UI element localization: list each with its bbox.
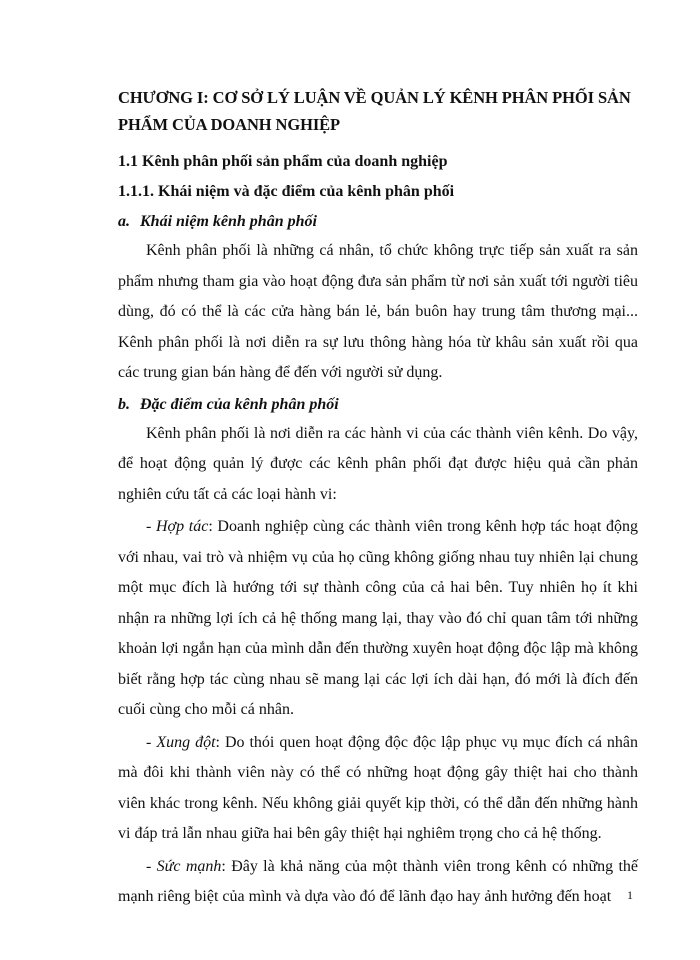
subheading-b <box>118 391 638 419</box>
bullet-prefix: - <box>146 857 157 875</box>
bullet-prefix: - <box>146 518 156 535</box>
bullet-term: Hợp tác <box>156 518 209 535</box>
bullet-text: : Doanh nghiệp cùng các thành viên trong kênh hợp tác hoạt động với nhau, vai trò và nhiệm vụ của họ cũng không giống nhau tuy nhiên lại chung một mục đích là hướng tới sự thành công của cả hai bên. Tuy nhiên họ ít khi nhận ra những lợi ích cả hệ thống mang lại, thay vào đó chỉ quan tâm tới những khoản lợi ngắn hạn của mình dẫn đến thường xuyên hoạt động độc lập mà không biết rằng hợp tác cùng nhau sẽ mang lại các lợi ích dài hạn, đó mới là đích đến cuối cùng cho mỗi cá nhân. <box>118 518 639 718</box>
bullet-conflict <box>118 728 638 850</box>
section-heading-1-1: 1.1 Kênh phân phối sản phẩm của doanh nghiệp <box>118 153 448 170</box>
bullet-text: : Do thói quen hoạt động độc độc lập phục vụ mục đích cá nhân mà đôi khi thành viên này có thể có những hoạt động gây thiệt hai cho thành viên khác trong kênh. Nếu không giải quyết kịp thời, có thể dẫn đến những hành vi đáp trả lẫn nhau giữa hai bên gây thiệt hại nghiêm trọng cho cả hệ thống. <box>118 733 639 842</box>
subheading-b-label: b. <box>118 395 130 413</box>
bullet-prefix: - <box>146 733 157 751</box>
subheading-a-title: Khái niệm kênh phân phối <box>140 213 317 230</box>
bullet-cooperation <box>118 512 638 726</box>
page-number: 1 <box>627 888 633 902</box>
subheading-a-label: a. <box>118 213 130 230</box>
section-heading-1-1-1: 1.1.1. Khái niệm và đặc điểm của kênh phân phối <box>118 183 455 200</box>
subheading-b-title: Đặc điểm của kênh phân phối <box>140 395 339 413</box>
bullet-text: : Đây là khả năng của một thành viên trong kênh có những thế mạnh riêng biệt của mình và dựa vào đó để lãnh đạo hay ảnh hưởng đến hoạt <box>118 857 639 905</box>
bullet-term: Xung đột <box>156 733 216 751</box>
subheading-a <box>118 208 638 236</box>
bullet-power <box>118 852 638 913</box>
bullet-term: Sức mạnh <box>156 857 222 875</box>
chapter-title: CHƯƠNG I: CƠ SỞ LÝ LUẬN VỀ QUẢN LÝ KÊNH PHÂN PHỐI SẢN PHẨM CỦA DOANH NGHIỆP <box>118 88 631 134</box>
paragraph-definition: Kênh phân phối là những cá nhân, tổ chức không trực tiếp sản xuất ra sản phẩm nhưng tham gia vào hoạt động đưa sản phẩm từ nơi sản xuất tới người tiêu dùng, đó có thể là các cửa hàng bán lẻ, bán buôn hay trung tâm thương mại... Kênh phân phối là nơi diễn ra sự lưu thông hàng hóa từ khâu sản xuất rồi qua các trung gian bán hàng để đến với người sử dụng. <box>118 242 638 381</box>
page-content <box>118 84 638 913</box>
paragraph-characteristics: Kênh phân phối là nơi diễn ra các hành vi của các thành viên kênh. Do vậy, để hoạt động quản lý được các kênh phân phối đạt được hiệu quả cần phản nghiên cứu tất cả các loại hành vi: <box>118 424 638 503</box>
